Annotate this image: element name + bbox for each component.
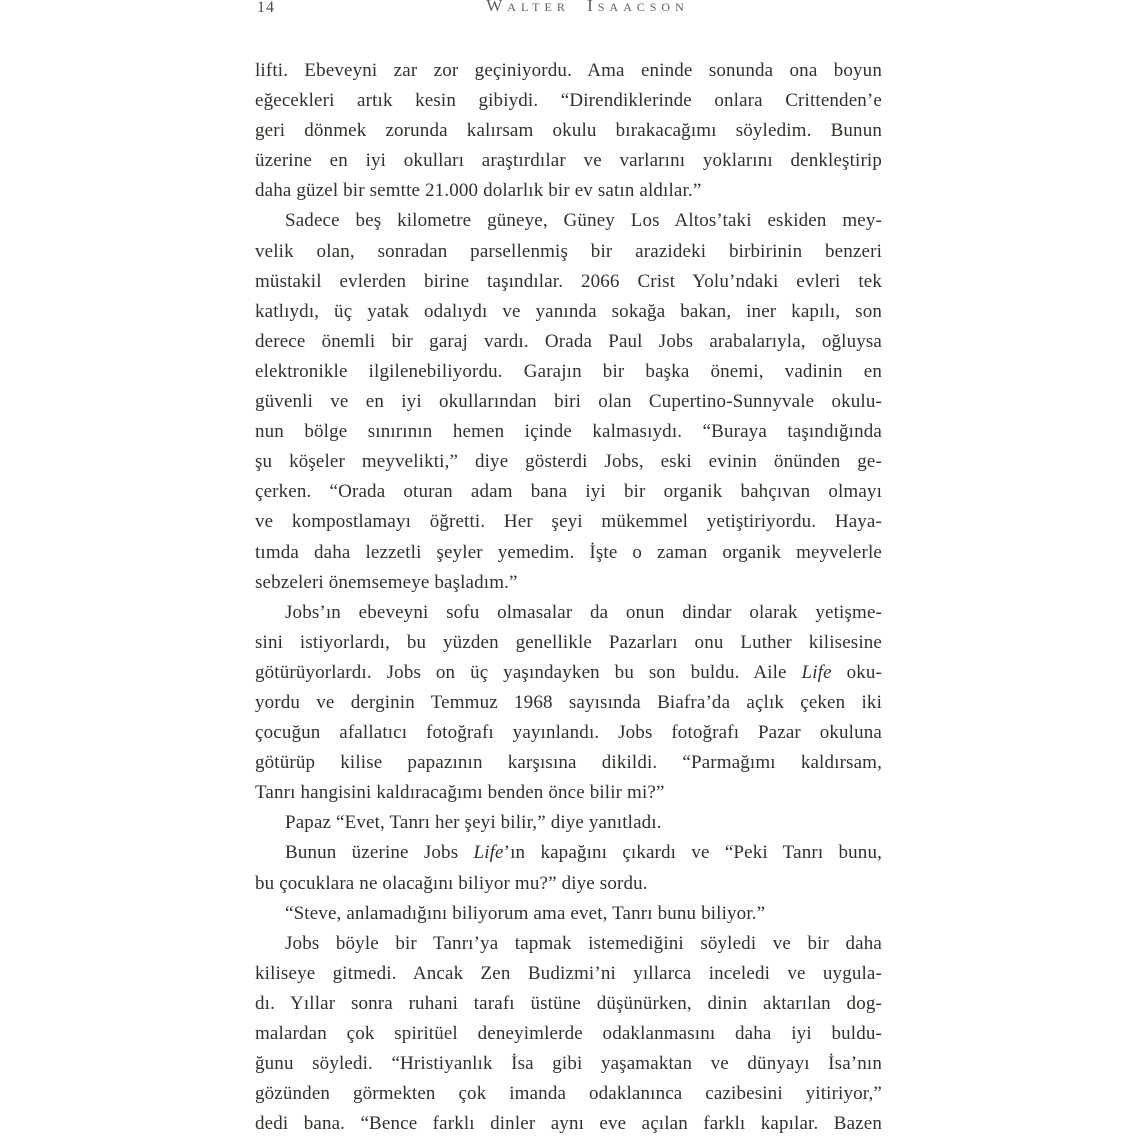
text-line bbox=[255, 598, 882, 628]
text-line bbox=[255, 869, 882, 899]
text-segment: geri dönmek zorunda kalırsam okulu bırakacağımı söyledim. Bunun bbox=[255, 120, 882, 142]
text-line bbox=[255, 989, 882, 1019]
text-segment: Papaz “Evet, Tanrı her şeyi bilir,” diye yanıtladı. bbox=[285, 812, 662, 834]
text-segment: derece önemli bir garaj vardı. Orada Paul Jobs arabalarıyla, oğluysa bbox=[255, 330, 882, 352]
text-line bbox=[255, 206, 882, 236]
text-line bbox=[255, 778, 882, 808]
text-segment: elektronikle ilgilenebiliyordu. Garajın bir başka önemi, vadinin en bbox=[255, 360, 882, 382]
text-segment: tımda daha lezzetli şeyler yemedim. İşte o zaman organik meyvelerle bbox=[255, 541, 882, 563]
text-segment: gözünden görmekten çok imanda odaklanınca cazibesini yitiriyor,” bbox=[255, 1083, 882, 1105]
text-segment: lifti. Ebeveyni zar zor geçiniyordu. Ama eninde sonunda ona boyun bbox=[255, 60, 882, 81]
text-line bbox=[255, 417, 882, 447]
text-line bbox=[255, 477, 882, 507]
text-segment: malardan çok spiritüel deneyimlerde odaklanmasını daha iyi buldu- bbox=[255, 1023, 882, 1044]
text-line bbox=[255, 86, 882, 116]
text-segment: velik olan, sonradan parsellenmiş bir arazideki birbirinin benzeri bbox=[255, 240, 882, 262]
text-line bbox=[255, 327, 882, 357]
text-line bbox=[255, 297, 882, 327]
page-body bbox=[255, 56, 882, 1139]
text-segment: Sadece beş kilometre güneye, Güney Los Altos’taki eskiden mey- bbox=[285, 210, 882, 232]
text-segment: götürüp kilise papazının karşısına dikildi. “Parmağımı kaldırsam, bbox=[255, 752, 882, 774]
page-header bbox=[255, 0, 882, 18]
text-line bbox=[255, 447, 882, 477]
text-line bbox=[255, 959, 882, 989]
text-line bbox=[255, 899, 882, 929]
text-segment: şu köşeler meyvelikti,” diye gösterdi Jobs, eski evinin önünden ge- bbox=[255, 451, 882, 473]
text-segment: dedi bana. “Bence farklı dinler aynı eve açılan farklı kapılar. Bazen bbox=[255, 1113, 882, 1135]
text-line bbox=[255, 808, 882, 838]
text-segment: yordu ve derginin Temmuz 1968 sayısında Biafra’da açlık çeken iki bbox=[255, 691, 882, 713]
text-segment: bu çocuklara ne olacağını biliyor mu?” diye sordu. bbox=[255, 872, 648, 894]
text-line bbox=[255, 387, 882, 417]
text-line bbox=[255, 718, 882, 748]
text-segment: ’ın kapağını çıkardı ve “Peki Tanrı bunu, bbox=[503, 842, 882, 864]
text-segment: oku- bbox=[831, 661, 883, 683]
text-segment: Tanrı hangisini kaldıracağımı benden önce bilir mi?” bbox=[255, 782, 665, 804]
text-line bbox=[255, 688, 882, 718]
text-segment: güvenli ve en iyi okullarından biri olan Cupertino-Sunnyvale okulu- bbox=[255, 391, 882, 413]
text-segment: çocuğun afallatıcı fotoğrafı yayınlandı. Jobs fotoğrafı Pazar okuluna bbox=[255, 722, 882, 744]
text-line bbox=[255, 568, 882, 598]
text-segment: götürüyorlardı. Jobs on üç yaşındayken bu son buldu. Aile bbox=[255, 661, 802, 683]
text-line bbox=[255, 748, 882, 778]
text-segment: eğecekleri artık kesin gibiydi. “Direndiklerinde onlara Crittenden’e bbox=[255, 90, 882, 112]
text-line bbox=[255, 357, 882, 387]
text-segment: sebzeleri önemsemeye başladım.” bbox=[255, 571, 518, 593]
text-segment: müstakil evlerden birine taşındılar. 2066 Crist Yolu’ndaki evleri tek bbox=[255, 270, 882, 292]
italic-text-segment: Life bbox=[473, 842, 504, 864]
text-line bbox=[255, 176, 882, 206]
text-segment: ğunu söyledi. “Hristiyanlık İsa gibi yaşamaktan ve dünyayı İsa’nın bbox=[255, 1053, 882, 1075]
text-segment: “Steve, anlamadığını biliyorum ama evet, Tanrı bunu biliyor.” bbox=[285, 902, 766, 924]
text-segment: sini istiyorlardı, bu yüzden genellikle Pazarları onu Luther kilisesine bbox=[255, 631, 882, 653]
text-line bbox=[255, 1109, 882, 1139]
italic-text-segment: Life bbox=[801, 661, 832, 683]
text-line bbox=[255, 1049, 882, 1079]
text-segment: ve kompostlamayı öğretti. Her şeyi mükemmel yetiştiriyordu. Haya- bbox=[255, 511, 882, 533]
text-line bbox=[255, 507, 882, 537]
text-line bbox=[255, 56, 882, 86]
text-line bbox=[255, 237, 882, 267]
text-segment: çerken. “Orada oturan adam bana iyi bir organik bahçıvan olmayı bbox=[255, 481, 882, 503]
text-segment: kiliseye gitmedi. Ancak Zen Budizmi’ni yıllarca inceledi ve uygula- bbox=[255, 962, 882, 984]
page-number: 14 bbox=[257, 0, 275, 16]
text-segment: üzerine en iyi okulları araştırdılar ve varlarını yoklarını denkleştirip bbox=[255, 150, 882, 172]
text-line bbox=[255, 1079, 882, 1109]
text-segment: daha güzel bir semtte 21.000 dolarlık bir ev satın aldılar.” bbox=[255, 180, 702, 202]
text-segment: Bunun üzerine Jobs bbox=[285, 842, 474, 864]
text-segment: dı. Yıllar sonra ruhani tarafı üstüne düşünürken, dinin aktarılan dog- bbox=[255, 992, 882, 1014]
text-line bbox=[255, 838, 882, 868]
text-segment: Jobs böyle bir Tanrı’ya tapmak istemediğini söyledi ve bir daha bbox=[285, 932, 882, 954]
text-line bbox=[255, 628, 882, 658]
text-segment: Jobs’ın ebeveyni sofu olmasalar da onun dindar olarak yetişme- bbox=[285, 601, 882, 623]
text-segment: nun bölge sınırının hemen içinde kalmasıydı. “Buraya taşındığında bbox=[255, 421, 882, 443]
running-title: Walter Isaacson bbox=[486, 0, 689, 15]
text-line bbox=[255, 1019, 882, 1049]
text-segment: katlıydı, üç yatak odalıydı ve yanında sokağa bakan, iner kapılı, son bbox=[255, 300, 882, 322]
text-line bbox=[255, 146, 882, 176]
text-line bbox=[255, 929, 882, 959]
text-line bbox=[255, 538, 882, 568]
text-line bbox=[255, 658, 882, 688]
text-line bbox=[255, 267, 882, 297]
text-line bbox=[255, 116, 882, 146]
